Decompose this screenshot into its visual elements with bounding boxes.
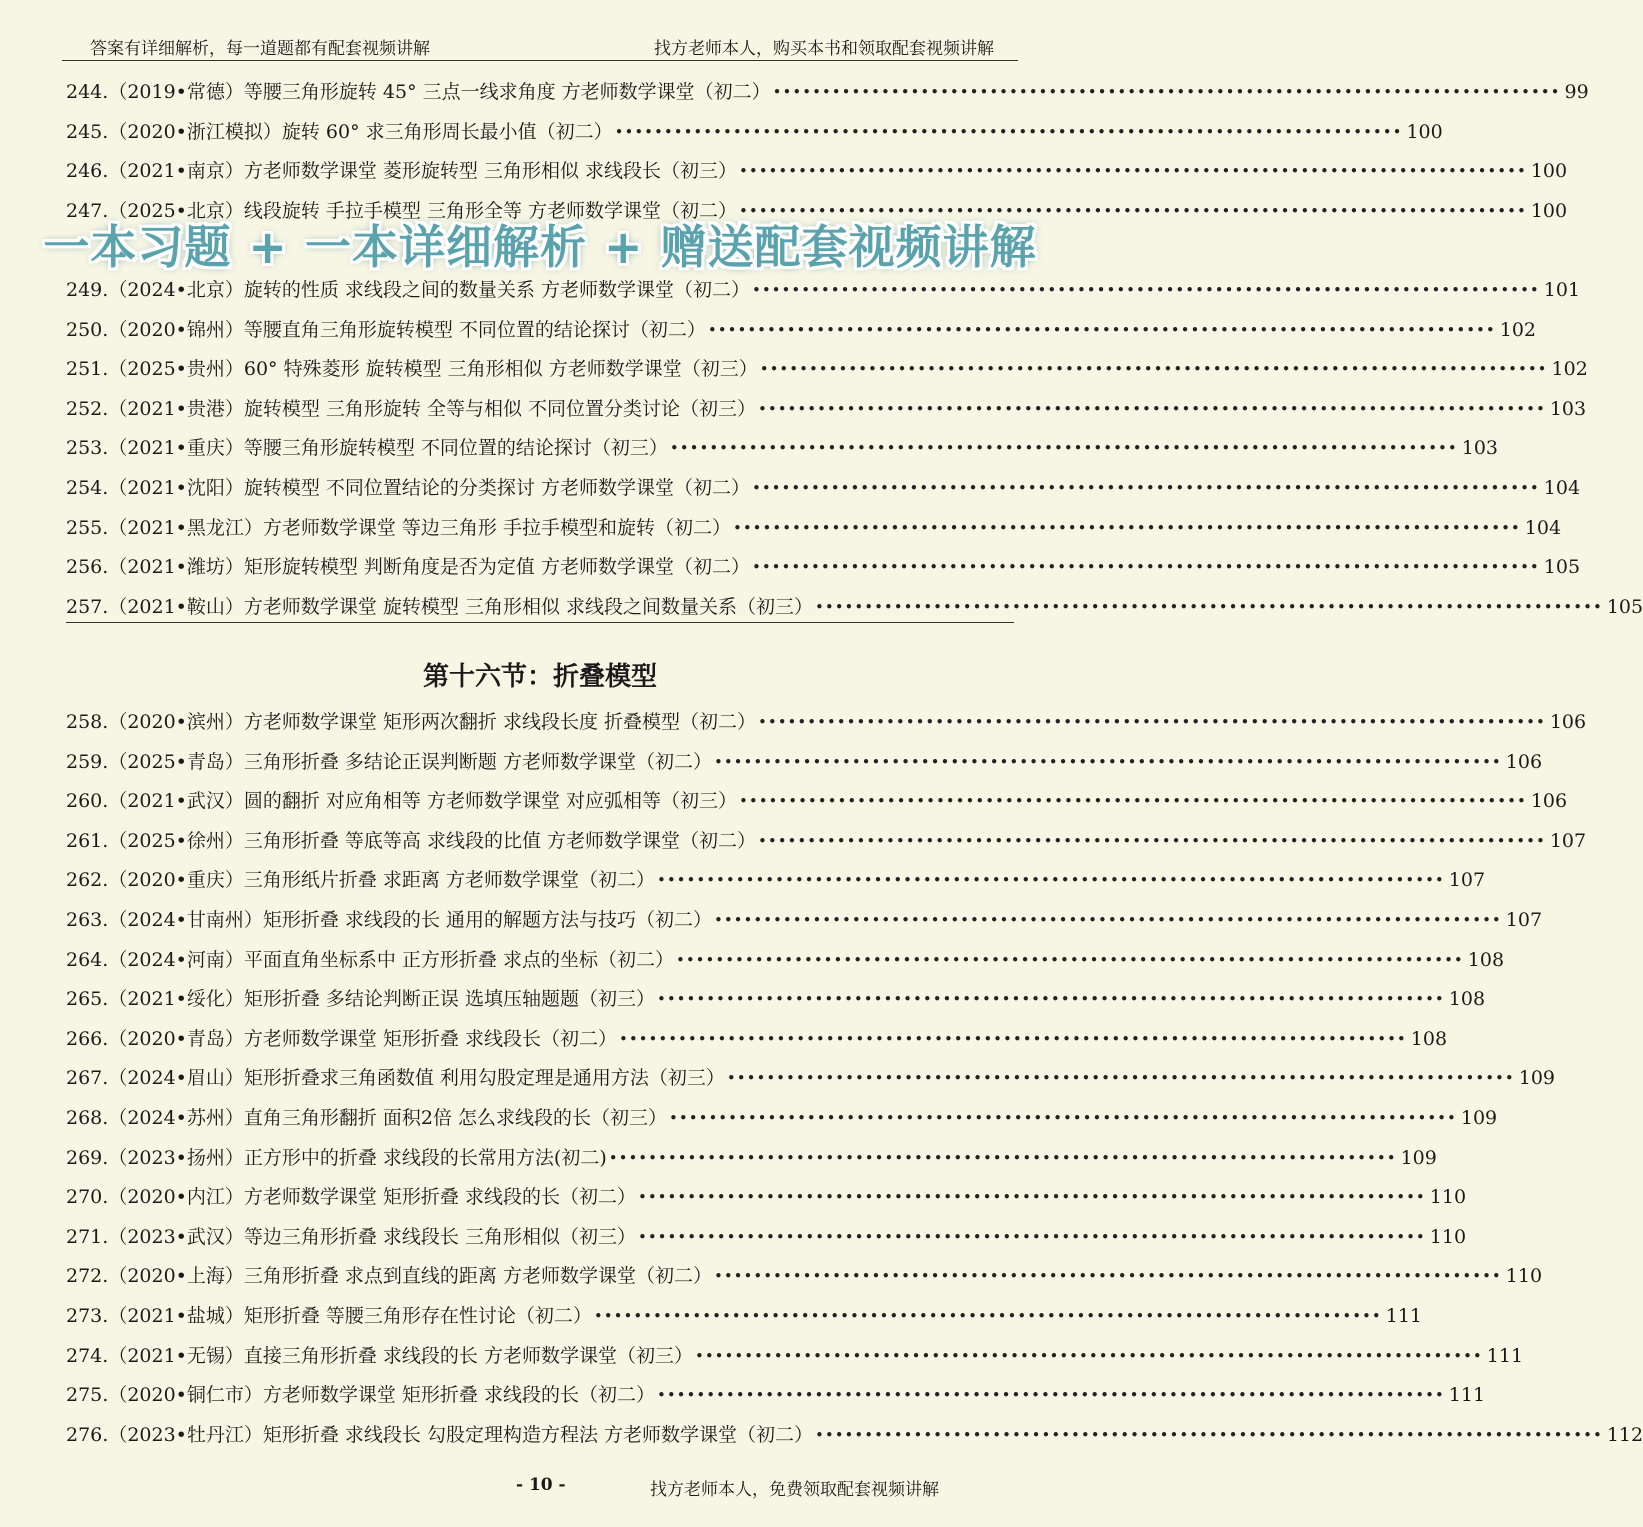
toc-leader-dots: •••••••••••••••••••••••••••••••••••••••••••••••••••••••••••••••••••••••••••••••• bbox=[751, 479, 1540, 497]
toc-entry-number: 272. bbox=[66, 1265, 109, 1288]
toc-entry-title: （2023•牡丹江）矩形折叠 求线段长 勾股定理构造方程法 方老师数学课堂（初二） bbox=[108, 1423, 813, 1446]
toc-leader-dots: •••••••••••••••••••••••••••••••••••••••••••••••••••••••••••••••••••••••••••••••• bbox=[739, 201, 1527, 220]
toc-leader-dots: •••••••••••••••••••••••••••••••••••••••••••••••••••••••••••••••••••••••••••••••• bbox=[739, 792, 1527, 811]
toc-entry-page: 107 bbox=[1505, 909, 1543, 931]
toc-entry[interactable] bbox=[66, 823, 1587, 853]
toc-entry-number: 268. bbox=[66, 1107, 109, 1129]
toc-entry-title: （2021•贵港）旋转模型 三角形旋转 全等与相似 不同位置分类讨论（初三） bbox=[108, 397, 756, 420]
toc-entry-page: 103 bbox=[1549, 397, 1587, 420]
toc-entry-title: （2021•沈阳）旋转模型 不同位置结论的分类探讨 方老师数学课堂（初二） bbox=[108, 477, 750, 499]
toc-entry-page: 111 bbox=[1448, 1384, 1486, 1407]
toc-entry-title: （2021•鞍山）方老师数学课堂 旋转模型 三角形相似 求线段之间数量关系（初三） bbox=[108, 595, 813, 618]
toc-entry[interactable] bbox=[66, 1338, 1524, 1368]
promo-banner: 一本习题 + 一本详细解析 + 赠送配套视频讲解 bbox=[43, 220, 1037, 274]
toc-entry-number: 255. bbox=[66, 516, 109, 539]
toc-entry-page: 111 bbox=[1385, 1305, 1422, 1327]
toc-leader-dots: •••••••••••••••••••••••••••••••••••••••••••••••••••••••••••••••••••••••••••••••• bbox=[815, 597, 1603, 616]
toc-entry[interactable] bbox=[66, 351, 1588, 381]
toc-leader-dots: •••••••••••••••••••••••••••••••••••••••••••••••••••••••••••••••••••••••••••••••• bbox=[593, 1307, 1382, 1325]
toc-entry[interactable] bbox=[66, 391, 1587, 421]
toc-entry[interactable] bbox=[66, 1021, 1448, 1051]
toc-entry-page: 111 bbox=[1486, 1344, 1524, 1367]
toc-entry-page: 110 bbox=[1505, 1265, 1543, 1288]
toc-entry-number: 259. bbox=[66, 750, 109, 773]
toc-entry-title: （2025•贵州）60° 特殊菱形 旋转模型 三角形相似 方老师数学课堂（初三） bbox=[108, 358, 758, 381]
toc-entry-page: 106 bbox=[1505, 750, 1543, 773]
toc-entry-title: （2020•青岛）方老师数学课堂 矩形折叠 求线段长（初二） bbox=[108, 1027, 617, 1050]
toc-entry-number: 265. bbox=[66, 988, 109, 1011]
toc-leader-dots: •••••••••••••••••••••••••••••••••••••••••••••••••••••••••••••••••••••••••••••••• bbox=[669, 439, 1458, 458]
toc-entry-page: 109 bbox=[1518, 1067, 1555, 1090]
toc-entry-title: （2021•重庆）等腰三角形旋转模型 不同位置的结论探讨（初三） bbox=[108, 437, 668, 460]
toc-entry-page: 112 bbox=[1606, 1423, 1643, 1446]
toc-entry-number: 250. bbox=[66, 318, 109, 341]
toc-entry[interactable] bbox=[66, 74, 1589, 104]
toc-entry-number: 244. bbox=[66, 81, 109, 103]
toc-entry[interactable] bbox=[66, 470, 1581, 500]
toc-leader-dots: •••••••••••••••••••••••••••••••••••••••••••••••••••••••••••••••••••••••••••••••• bbox=[713, 752, 1502, 771]
toc-leader-dots: •••••••••••••••••••••••••••••••••••••••••••••••••••••••••••••••••••••••••••••••• bbox=[618, 1029, 1407, 1048]
toc-entry-page: 103 bbox=[1461, 437, 1498, 460]
toc-entry-title: （2021•潍坊）矩形旋转模型 判断角度是否为定值 方老师数学课堂（初二） bbox=[108, 556, 750, 579]
toc-entry-title: （2024•苏州）直角三角形翻折 面积2倍 怎么求线段的长（初三） bbox=[108, 1107, 668, 1129]
toc-leader-dots: •••••••••••••••••••••••••••••••••••••••••••••••••••••••••••••••••••••••••••••••• bbox=[656, 990, 1445, 1009]
toc-entry-number: 264. bbox=[66, 948, 109, 971]
toc-entry-title: （2025•北京）线段旋转 手拉手模型 三角形全等 方老师数学课堂（初二） bbox=[108, 199, 737, 222]
toc-entry-page: 109 bbox=[1460, 1107, 1498, 1129]
toc-entry-number: 257. bbox=[66, 595, 109, 618]
toc-leader-dots: •••••••••••••••••••••••••••••••••••••••••••••••••••••••••••••••••••••••••••••••• bbox=[637, 1227, 1426, 1246]
toc-entry-page: 104 bbox=[1543, 477, 1581, 499]
toc-leader-dots: •••••••••••••••••••••••••••••••••••••••••••••••••••••••••••••••••••••••••••••••• bbox=[707, 320, 1496, 339]
toc-leader-dots: •••••••••••••••••••••••••••••••••••••••••••••••••••••••••••••••••••••••••••••••• bbox=[608, 1148, 1397, 1167]
toc-leader-dots: •••••••••••••••••••••••••••••••••••••••••••••••••••••••••••••••••••••••••••••••• bbox=[732, 518, 1521, 537]
toc-entry[interactable] bbox=[66, 1060, 1555, 1090]
toc-entry[interactable] bbox=[66, 430, 1498, 460]
toc-entry-number: 245. bbox=[66, 120, 109, 143]
toc-entry[interactable] bbox=[66, 1100, 1498, 1130]
toc-entry[interactable] bbox=[66, 1377, 1486, 1407]
toc-entry-title: （2020•上海）三角形折叠 求点到直线的距离 方老师数学课堂（初二） bbox=[108, 1265, 712, 1288]
toc-entry-number: 254. bbox=[66, 477, 109, 499]
toc-entry-title: （2021•盐城）矩形折叠 等腰三角形存在性讨论（初二） bbox=[108, 1305, 592, 1327]
toc-entry-number: 246. bbox=[66, 160, 109, 183]
toc-entry[interactable] bbox=[66, 862, 1486, 892]
toc-leader-dots: •••••••••••••••••••••••••••••••••••••••••••••••••••••••••••••••••••••••••••••••• bbox=[751, 558, 1540, 577]
toc-entry-page: 100 bbox=[1406, 120, 1443, 143]
toc-entry-page: 99 bbox=[1564, 81, 1589, 103]
toc-leader-dots: •••••••••••••••••••••••••••••••••••••••••••••••••••••••••••••••••••••••••••••••• bbox=[637, 1188, 1426, 1207]
toc-leader-dots: •••••••••••••••••••••••••••••••••••••••••••••••••••••••••••••••••••••••••••••••• bbox=[758, 399, 1546, 418]
toc-entry[interactable] bbox=[66, 1298, 1422, 1328]
toc-entry-number: 274. bbox=[66, 1344, 109, 1367]
page-header bbox=[62, 30, 1018, 61]
toc-entry-number: 262. bbox=[66, 869, 109, 892]
toc-leader-dots: •••••••••••••••••••••••••••••••••••••••••••••••••••••••••••••••••••••••••••••••• bbox=[815, 1425, 1603, 1444]
toc-leader-dots: •••••••••••••••••••••••••••••••••••••••••••••••••••••••••••••••••••••••••••••••• bbox=[656, 1386, 1445, 1405]
toc-entry-number: 273. bbox=[66, 1305, 109, 1327]
toc-entry-number: 266. bbox=[66, 1027, 109, 1050]
toc-entry[interactable] bbox=[66, 510, 1562, 540]
toc-entry-title: （2021•无锡）直接三角形折叠 求线段的长 方老师数学课堂（初三） bbox=[108, 1344, 693, 1367]
toc-entry-title: （2023•武汉）等边三角形折叠 求线段长 三角形相似（初三） bbox=[108, 1225, 636, 1248]
toc-entry-page: 102 bbox=[1551, 358, 1588, 381]
toc-entry-title: （2021•武汉）圆的翻折 对应角相等 方老师数学课堂 对应弧相等（初三） bbox=[108, 790, 737, 813]
toc-leader-dots: •••••••••••••••••••••••••••••••••••••••••••••••••••••••••••••••••••••••••••••••• bbox=[675, 950, 1464, 969]
toc-entry[interactable] bbox=[66, 114, 1443, 144]
toc-entry[interactable] bbox=[66, 902, 1543, 932]
toc-entry-page: 108 bbox=[1448, 988, 1486, 1011]
toc-entry-number: 269. bbox=[66, 1146, 109, 1169]
toc-entry-number: 251. bbox=[66, 358, 109, 381]
toc-entry[interactable] bbox=[66, 1140, 1437, 1170]
toc-entry-title: （2020•重庆）三角形纸片折叠 求距离 方老师数学课堂（初二） bbox=[108, 869, 655, 892]
toc-entry-title: （2020•内江）方老师数学课堂 矩形折叠 求线段的长（初二） bbox=[108, 1186, 636, 1209]
toc-entry-title: （2025•青岛）三角形折叠 多结论正误判断题 方老师数学课堂（初二） bbox=[108, 750, 712, 773]
toc-entry-page: 105 bbox=[1543, 556, 1581, 579]
toc-entry-number: 261. bbox=[66, 829, 109, 852]
toc-entry[interactable] bbox=[66, 744, 1543, 774]
toc-entry-page: 100 bbox=[1530, 160, 1568, 183]
toc-entry-number: 256. bbox=[66, 556, 109, 579]
toc-leader-dots: •••••••••••••••••••••••••••••••••••••••••••••••••••••••••••••••••••••••••••••••• bbox=[713, 1267, 1502, 1286]
toc-entry[interactable] bbox=[66, 1219, 1467, 1249]
toc-entry-number: 270. bbox=[66, 1186, 109, 1209]
toc-entry-page: 110 bbox=[1429, 1225, 1467, 1248]
toc-entry[interactable] bbox=[66, 589, 1643, 619]
page-number: - 10 - bbox=[516, 1475, 566, 1495]
toc-entry-page: 104 bbox=[1524, 516, 1562, 539]
footer-note: 找方老师本人，免费领取配套视频讲解 bbox=[650, 1480, 939, 1500]
toc-leader-dots: •••••••••••••••••••••••••••••••••••••••••••••••••••••••••••••••••••••••••••••••• bbox=[758, 713, 1546, 731]
toc-entry-title: （2023•扬州）正方形中的折叠 求线段的长常用方法(初二) bbox=[108, 1146, 607, 1169]
toc-entry-number: 249. bbox=[66, 279, 109, 301]
toc-entry[interactable] bbox=[66, 981, 1486, 1011]
toc-entry[interactable] bbox=[66, 783, 1568, 813]
toc-entry-page: 101 bbox=[1543, 279, 1581, 301]
toc-entry[interactable] bbox=[66, 153, 1568, 183]
toc-entry-title: （2020•滨州）方老师数学课堂 矩形两次翻折 求线段长度 折叠模型（初二） bbox=[108, 711, 756, 733]
toc-entry-title: （2025•徐州）三角形折叠 等底等高 求线段的比值 方老师数学课堂（初二） bbox=[108, 829, 756, 852]
toc-entry-title: （2024•河南）平面直角坐标系中 正方形折叠 求点的坐标（初二） bbox=[108, 948, 674, 971]
toc-leader-dots: •••••••••••••••••••••••••••••••••••••••••••••••••••••••••••••••••••••••••••••••• bbox=[694, 1346, 1483, 1365]
toc-entry-page: 102 bbox=[1499, 318, 1536, 341]
toc-entry-number: 263. bbox=[66, 909, 109, 931]
toc-entry-title: （2024•甘南州）矩形折叠 求线段的长 通用的解题方法与技巧（初二） bbox=[108, 909, 712, 931]
toc-entry-title: （2021•绥化）矩形折叠 多结论判断正误 选填压轴题题（初三） bbox=[108, 988, 655, 1011]
toc-entry-title: （2020•锦州）等腰直角三角形旋转模型 不同位置的结论探讨（初二） bbox=[108, 318, 706, 341]
toc-entry-number: 275. bbox=[66, 1384, 109, 1407]
toc-leader-dots: •••••••••••••••••••••••••••••••••••••••••••••••••••••••••••••••••••••••••••••••• bbox=[669, 1109, 1457, 1127]
toc-entry-number: 276. bbox=[66, 1423, 109, 1446]
toc-entry-page: 108 bbox=[1467, 948, 1505, 971]
toc-entry-title: （2019•常德）等腰三角形旋转 45° 三点一线求角度 方老师数学课堂（初二） bbox=[108, 81, 771, 103]
toc-entry[interactable] bbox=[66, 549, 1581, 579]
toc-entry-number: 247. bbox=[66, 199, 109, 222]
toc-entry-number: 252. bbox=[66, 397, 109, 420]
toc-entry-title: （2024•北京）旋转的性质 求线段之间的数量关系 方老师数学课堂（初二） bbox=[108, 279, 750, 301]
toc-entry[interactable] bbox=[66, 704, 1587, 734]
toc-leader-dots: •••••••••••••••••••••••••••••••••••••••••••••••••••••••••••••••••••••••••••••••• bbox=[751, 281, 1540, 299]
header-left-text: 答案有详细解析，每一道题都有配套视频讲解 bbox=[90, 39, 430, 59]
toc-entry-page: 100 bbox=[1530, 199, 1568, 222]
toc-leader-dots: •••••••••••••••••••••••••••••••••••••••••••••••••••••••••••••••••••••••••••••••• bbox=[739, 162, 1527, 181]
toc-entry-title: （2020•铜仁市）方老师数学课堂 矩形折叠 求线段的长（初二） bbox=[108, 1384, 655, 1407]
toc-entry[interactable] bbox=[66, 1258, 1543, 1288]
toc-entry-page: 108 bbox=[1410, 1027, 1448, 1050]
section-divider bbox=[66, 622, 1014, 623]
toc-leader-dots: •••••••••••••••••••••••••••••••••••••••••••••••••••••••••••••••••••••••••••••••• bbox=[759, 360, 1548, 379]
toc-entry[interactable] bbox=[66, 312, 1536, 342]
toc-entry-title: （2020•浙江模拟）旋转 60° 求三角形周长最小值（初二） bbox=[108, 120, 613, 143]
toc-entry-number: 260. bbox=[66, 790, 109, 813]
toc-entry-title: （2024•眉山）矩形折叠求三角函数值 利用勾股定理是通用方法（初三） bbox=[108, 1067, 725, 1090]
toc-entry-page: 106 bbox=[1530, 790, 1568, 813]
section-title: 第十六节：折叠模型 bbox=[422, 662, 657, 692]
toc-leader-dots: •••••••••••••••••••••••••••••••••••••••••••••••••••••••••••••••••••••••••••••••• bbox=[726, 1069, 1515, 1088]
toc-entry-number: 267. bbox=[66, 1067, 109, 1090]
toc-leader-dots: •••••••••••••••••••••••••••••••••••••••••••••••••••••••••••••••••••••••••••••••• bbox=[713, 911, 1502, 929]
toc-entry-title: （2021•南京）方老师数学课堂 菱形旋转型 三角形相似 求线段长（初三） bbox=[108, 160, 737, 183]
toc-entry-page: 107 bbox=[1549, 829, 1587, 852]
toc-entry-page: 107 bbox=[1448, 869, 1486, 892]
toc-leader-dots: •••••••••••••••••••••••••••••••••••••••••••••••••••••••••••••••••••••••••••••••• bbox=[614, 122, 1403, 141]
toc-entry-page: 105 bbox=[1606, 595, 1643, 618]
header-right-text: 找方老师本人，购买本书和领取配套视频讲解 bbox=[654, 39, 994, 59]
toc-entry-page: 109 bbox=[1400, 1146, 1437, 1169]
toc-entry-page: 106 bbox=[1549, 711, 1587, 733]
toc-entry-title: （2021•黑龙江）方老师数学课堂 等边三角形 手拉手模型和旋转（初二） bbox=[108, 516, 731, 539]
toc-leader-dots: •••••••••••••••••••••••••••••••••••••••••••••••••••••••••••••••••••••••••••••••• bbox=[772, 83, 1561, 101]
toc-entry[interactable] bbox=[66, 942, 1505, 972]
toc-entry-number: 253. bbox=[66, 437, 109, 460]
toc-entry[interactable] bbox=[66, 1417, 1643, 1447]
toc-entry-page: 110 bbox=[1429, 1186, 1467, 1209]
toc-leader-dots: •••••••••••••••••••••••••••••••••••••••••••••••••••••••••••••••••••••••••••••••• bbox=[758, 831, 1546, 850]
toc-entry-number: 271. bbox=[66, 1225, 109, 1248]
toc-entry[interactable] bbox=[66, 1179, 1467, 1209]
toc-entry-number: 258. bbox=[66, 711, 109, 733]
toc-leader-dots: •••••••••••••••••••••••••••••••••••••••••••••••••••••••••••••••••••••••••••••••• bbox=[656, 871, 1445, 890]
